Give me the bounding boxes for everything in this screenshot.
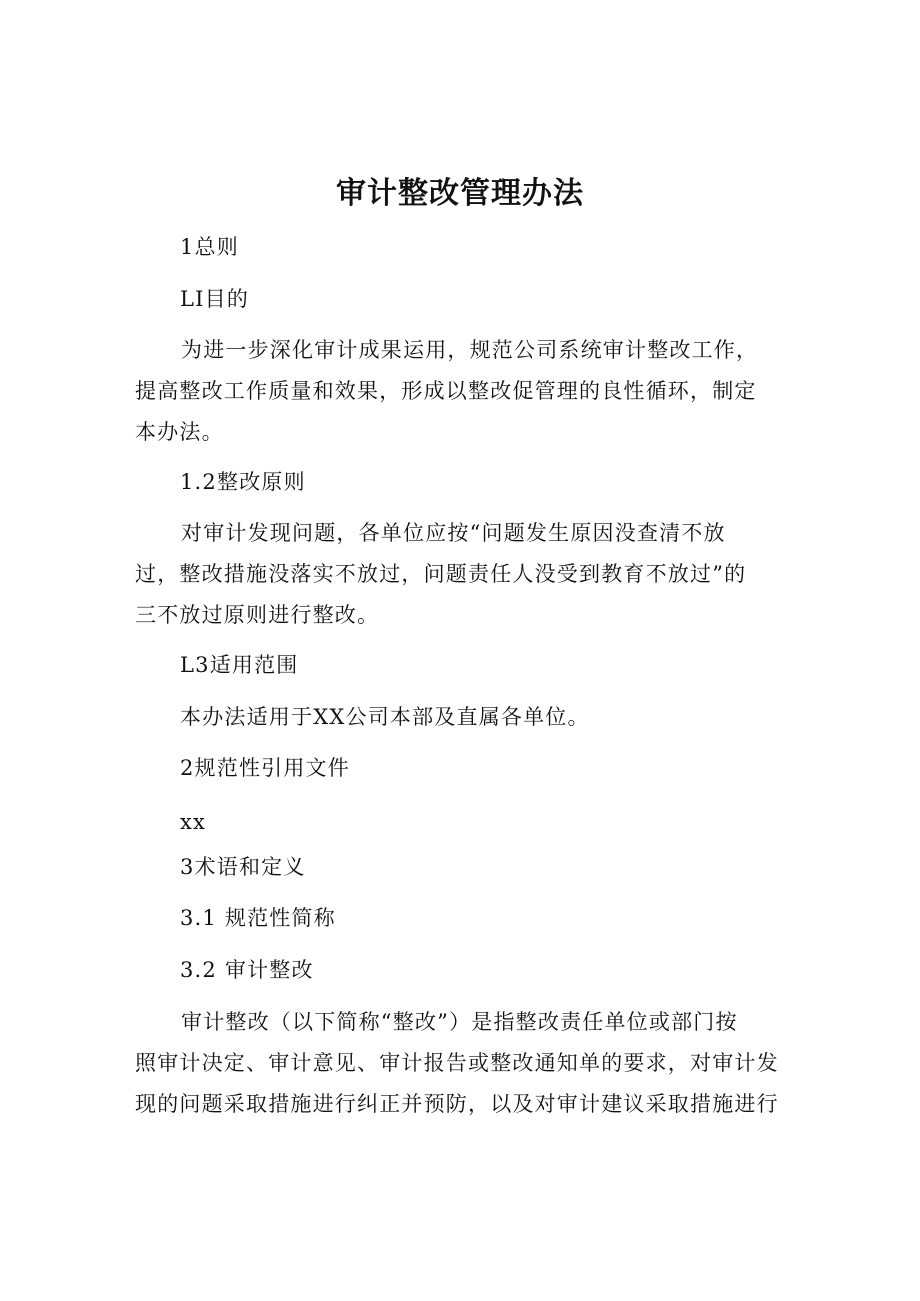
section-3-1-heading: 3.1 规范性简称 xyxy=(180,906,336,930)
paragraph-principle xyxy=(135,513,795,636)
paragraph-line: 三不放过原则进行整改。 xyxy=(135,603,380,627)
paragraph-line: 对审计发现问题，各单位应按“问题发生原因没查清不放 xyxy=(181,521,726,545)
paragraph-line: 本办法。 xyxy=(135,420,224,444)
paragraph-definition xyxy=(135,1002,795,1125)
paragraph-line: 现的问题采取措施进行纠正并预防，以及对审计建议采取措施进行 xyxy=(135,1092,779,1116)
section-1-heading: 1总则 xyxy=(180,235,239,259)
paragraph-line: 审计整改（以下简称“整改”）是指整改责任单位或部门按 xyxy=(181,1010,738,1034)
paragraph-scope: 本办法适用于XX公司本部及直属各单位。 xyxy=(180,705,590,729)
section-2-body: xx xyxy=(180,810,207,834)
section-3-2-heading: 3.2 审计整改 xyxy=(180,958,314,982)
section-1-3-heading: L3适用范围 xyxy=(180,653,299,677)
paragraph-line: 过，整改措施没落实不放过，问题责任人没受到教育不放过”的 xyxy=(135,562,747,586)
paragraph-line: 照审计决定、审计意见、审计报告或整改通知单的要求，对审计发 xyxy=(135,1051,779,1075)
document-title: 审计整改管理办法 xyxy=(336,176,584,211)
section-2-heading: 2规范性引用文件 xyxy=(180,756,350,780)
paragraph-purpose xyxy=(135,330,795,453)
paragraph-line: 为进一步深化审计成果运用，规范公司系统审计整改工作， xyxy=(181,338,759,362)
section-1-1-heading: LI目的 xyxy=(180,287,250,311)
section-3-heading: 3术语和定义 xyxy=(180,855,306,879)
section-1-2-heading: 1.2整改原则 xyxy=(180,470,306,494)
paragraph-line: 提高整改工作质量和效果，形成以整改促管理的良性循环，制定 xyxy=(135,379,757,403)
